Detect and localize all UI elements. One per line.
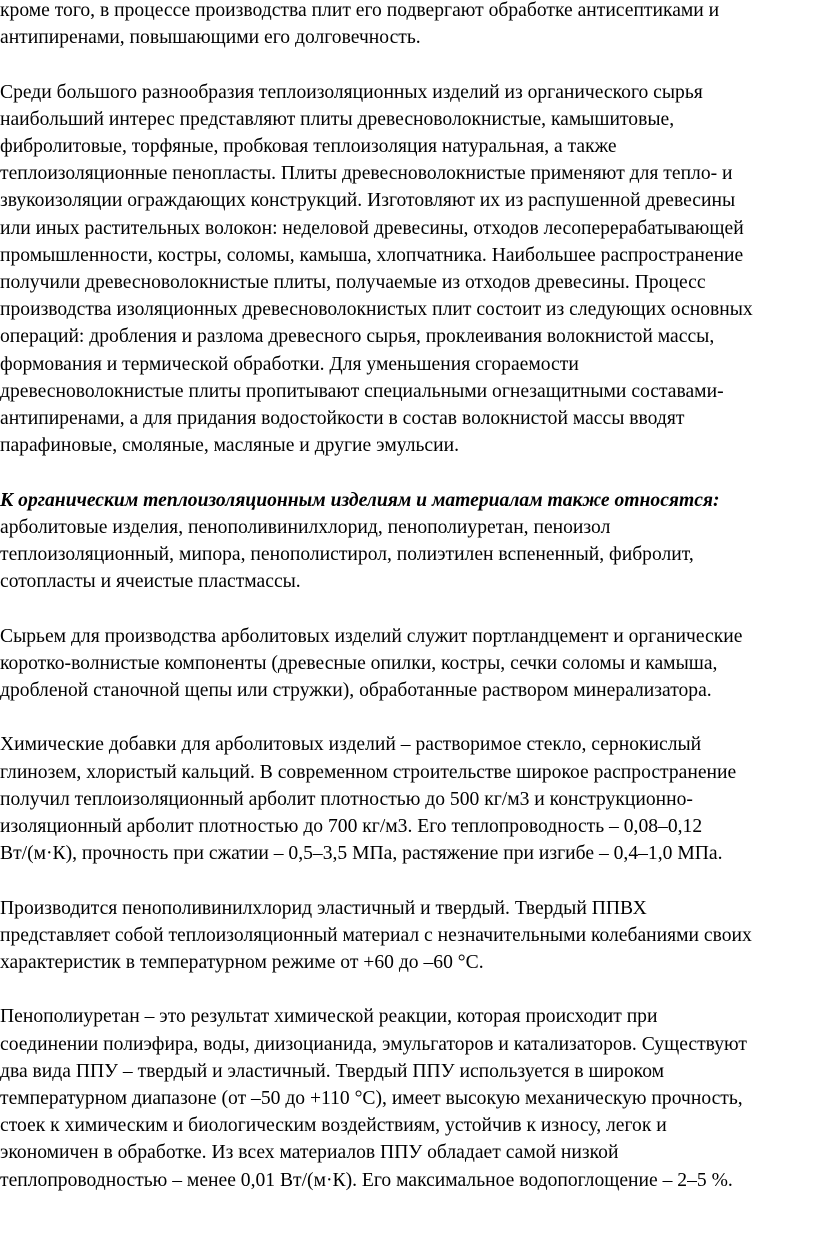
paragraph-materials-list-text: арболитовые изделия, пенополивинилхлорид, пенополиуретан, пеноизол теплоизоляционный, мипора, пенополистирол, полиэтилен вспененный, фибролит, сотопласты и ячеистые пластмассы. xyxy=(0,516,694,593)
paragraph-organic-insulation: Среди большого разнообразия теплоизоляционных изделий из органического сырья наибольший интерес представляют плиты древесноволокнистые, камышитовые, фибролитовые, торфяные, пробковая теплоизоляция натуральная, а также теплоизоляционные пенопласты. Плиты древесноволокнистые применяют для тепло- и звукоизоляции ограждающих конструкций. Изготовляют их из распушенной древесины или иных растительных волокон: неделовой древесины, отходов лесоперерабатывающей промышленности, костры, соломы, камыша, хлопчатника. Наибольшее распространение получили древесноволокнистые плиты, получаемые из отходов древесины. Процесс производства изоляционных древесноволокнистых плит состоит из следующих основных операций: дробления и разлома древесного сырья, проклеивания волокнистой массы, формования и термической обработки. Для уменьшения сгораемости древесноволокнистые плиты пропитывают специальными огнезащитными составами- антипиренами, а для придания водостойкости в состав волокнистой массы вводят парафиновые, смоляные, масляные и другие эмульсии. xyxy=(0,81,753,457)
paragraph-arbolite-raw-materials: Сырьем для производства арболитовых изделий служит портландцемент и органические коротко-волнистые компоненты (древесные опилки, костры, сечки соломы и камыша, дробленой станочной щепы или стружки), обработанные раствором минерализатора. xyxy=(0,625,743,702)
paragraph-pvc-foam: Производится пенополивинилхлорид эластичный и твердый. Твердый ППВХ представляет собой теплоизоляционный материал с незначительными колебаниями своих характеристик в температурном режиме от +60 до –60 °С. xyxy=(0,897,752,974)
paragraph-antiseptics: кроме того, в процессе производства плит его подвергают обработке антисептиками и антипиренами, повышающими его долговечность. xyxy=(0,0,720,49)
paragraph-arbolite-additives: Химические добавки для арболитовых изделий – растворимое стекло, сернокислый глинозем, хлористый кальций. В современном строительстве широкое распространение получил теплоизоляционный арболит плотностью до 500 кг/м3 и конструкционно- изоляционный арболит плотностью до 700 кг/м3. Его теплопроводность – 0,08–0,12 Вт/(м·К), прочность при сжатии – 0,5–3,5 МПа, растяжение при изгибе – 0,4–1,0 МПа. xyxy=(0,734,737,865)
paragraph-polyurethane-foam: Пенополиуретан – это результат химической реакции, которая происходит при соединении полиэфира, воды, диизоцианида, эмульгаторов и катализаторов. Существуют два вида ППУ – твердый и эластичный. Твердый ППУ используется в широком температурном диапазоне (от –50 до +110 °С), имеет высокую механическую прочность, стоек к химическим и биологическим воздействиям, устойчив к износу, легок и экономичен в обработке. Из всех материалов ППУ обладает самой низкой теплопроводностью – менее 0,01 Вт/(м·К). Его максимальное водопоглощение – 2–5 %. xyxy=(0,1006,747,1191)
paragraph-lead-heading: К органическим теплоизоляционным изделиям и материалам также относятся: xyxy=(0,489,720,511)
paragraph-organic-materials-list xyxy=(0,487,816,596)
